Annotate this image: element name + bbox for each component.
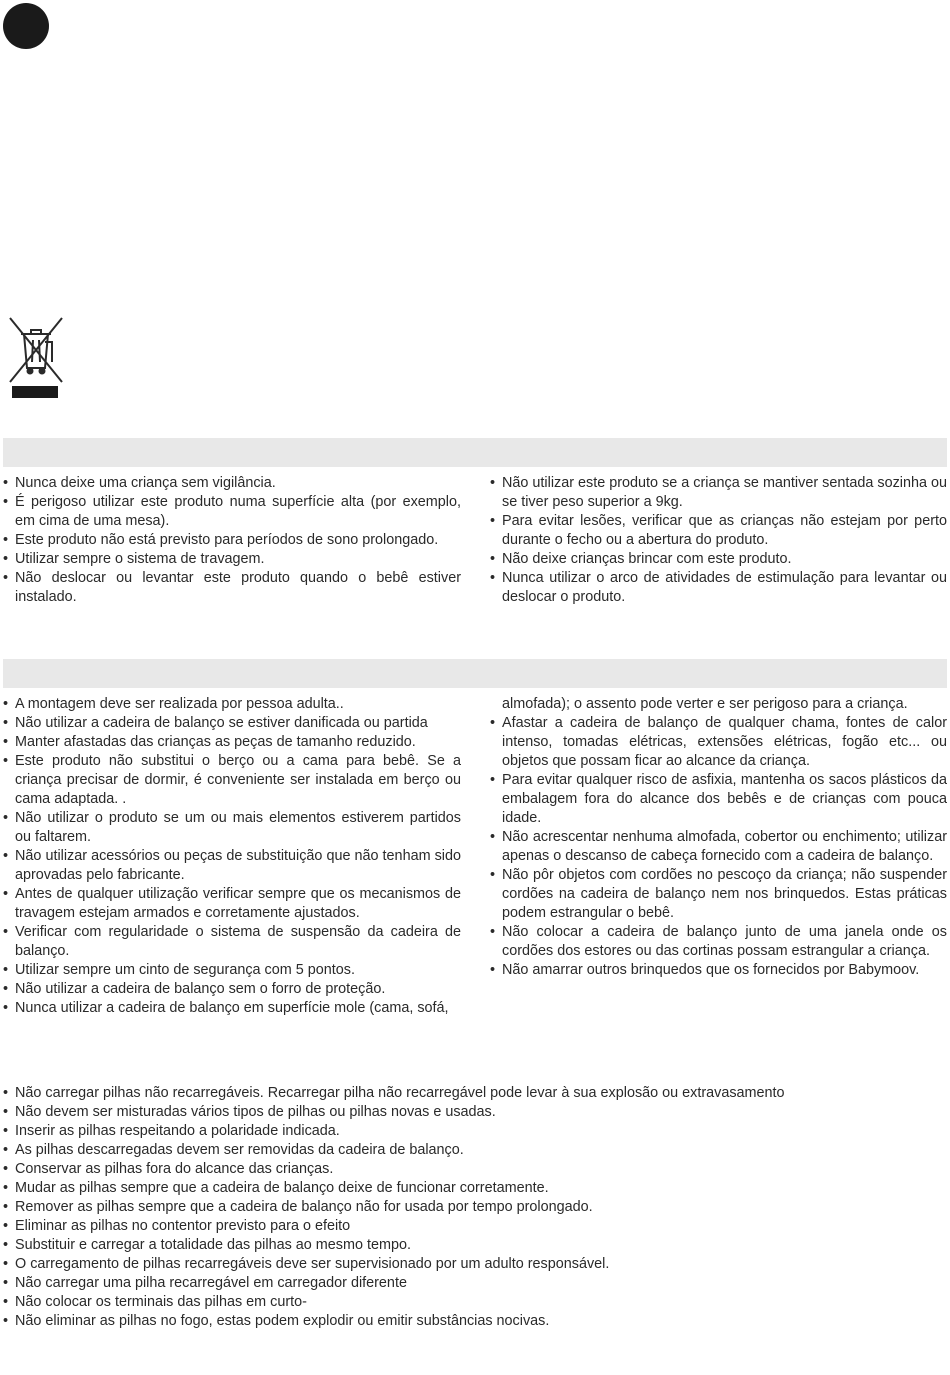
list-item: • Não colocar a cadeira de balanço junto de uma janela onde os cordões dos estores ou das cortinas possam estrangular a criança. xyxy=(490,923,947,961)
list-item: • Não deixe crianças brincar com este produto. xyxy=(490,550,947,569)
list-item: • Não acrescentar nenhuma almofada, cobertor ou enchimento; utilizar apenas o descanso de cabeça fornecido com a cadeira de balanço. xyxy=(490,828,947,866)
list-item: • Não pôr objetos com cordões no pescoço da criança; não suspender cordões na cadeira de balanço nem nos brinquedos. Estas práticas podem estrangular o bebê. xyxy=(490,866,947,923)
section-header-band-warnings xyxy=(3,438,947,467)
page-number-badge xyxy=(3,3,49,49)
list-item: • Este produto não está previsto para períodos de sono prolongado. xyxy=(3,531,461,550)
list-item: • Não colocar os terminais das pilhas em curto- xyxy=(3,1293,943,1312)
list-item: • Conservar as pilhas fora do alcance das crianças. xyxy=(3,1160,943,1179)
list-item: • Eliminar as pilhas no contentor previsto para o efeito xyxy=(3,1217,943,1236)
list-item: • Utilizar sempre um cinto de segurança com 5 pontos. xyxy=(3,961,461,980)
safety-left-list xyxy=(3,695,461,1018)
list-item: • Não devem ser misturadas vários tipos de pilhas ou pilhas novas e usadas. xyxy=(3,1103,943,1122)
section-header-band-safety xyxy=(3,659,947,688)
battery-warnings-list xyxy=(3,1084,943,1331)
list-item: • Nunca utilizar o arco de atividades de estimulação para levantar ou deslocar o produto. xyxy=(490,569,947,607)
list-item: • Substituir e carregar a totalidade das pilhas ao mesmo tempo. xyxy=(3,1236,943,1255)
list-item: • Inserir as pilhas respeitando a polaridade indicada. xyxy=(3,1122,943,1141)
list-item: • Não deslocar ou levantar este produto quando o bebê estiver instalado. xyxy=(3,569,461,607)
list-item: • Manter afastadas das crianças as peças de tamanho reduzido. xyxy=(3,733,461,752)
list-item: • Mudar as pilhas sempre que a cadeira de balanço deixe de funcionar corretamente. xyxy=(3,1179,943,1198)
list-item: • Não amarrar outros brinquedos que os fornecidos por Babymoov. xyxy=(490,961,947,980)
list-item: • Não carregar pilhas não recarregáveis. Recarregar pilha não recarregável pode levar à sua explosão ou extravasamento xyxy=(3,1084,943,1103)
list-item: • Não utilizar a cadeira de balanço sem o forro de proteção. xyxy=(3,980,461,999)
list-item: • Utilizar sempre o sistema de travagem. xyxy=(3,550,461,569)
list-item: • Remover as pilhas sempre que a cadeira de balanço não for usada por tempo prolongado. xyxy=(3,1198,943,1217)
list-item: • Não eliminar as pilhas no fogo, estas podem explodir ou emitir substâncias nocivas. xyxy=(3,1312,943,1331)
list-item: • Afastar a cadeira de balanço de qualquer chama, fontes de calor intenso, tomadas elétricas, extensões elétricas, fogão etc... ou objetos que possam ficar ao alcance da criança. xyxy=(490,714,947,771)
list-item: • Não utilizar a cadeira de balanço se estiver danificada ou partida xyxy=(3,714,461,733)
list-item: • Não carregar uma pilha recarregável em carregador diferente xyxy=(3,1274,943,1293)
list-item: • Este produto não substitui o berço ou a cama para bebê. Se a criança precisar de dormir, é conveniente ser instalada em berço ou cama adaptada. . xyxy=(3,752,461,809)
list-item: • Não utilizar o produto se um ou mais elementos estiverem partidos ou faltarem. xyxy=(3,809,461,847)
list-item-continuation: almofada); o assento pode verter e ser perigoso para a criança. xyxy=(502,696,908,712)
list-item: • Antes de qualquer utilização verificar sempre que os mecanismos de travagem estejam armados e corretamente ajustados. xyxy=(3,885,461,923)
crossed-out-wheelie-bin-icon xyxy=(8,316,64,400)
list-item: • Nunca deixe uma criança sem vigilância. xyxy=(3,474,461,493)
list-item: • Para evitar qualquer risco de asfixia, mantenha os sacos plásticos da embalagem fora do alcance dos bebês e de crianças com pouca idade. xyxy=(490,771,947,828)
list-item: • Não utilizar este produto se a criança se mantiver sentada sozinha ou se tiver peso superior a 9kg. xyxy=(490,474,947,512)
list-item: • Para evitar lesões, verificar que as crianças não estejam por perto durante o fecho ou a abertura do produto. xyxy=(490,512,947,550)
list-item: • É perigoso utilizar este produto numa superfície alta (por exemplo, em cima de uma mesa). xyxy=(3,493,461,531)
list-item: • Nunca utilizar a cadeira de balanço em superfície mole (cama, sofá, xyxy=(3,999,461,1018)
warnings-right-list xyxy=(490,474,947,607)
safety-right-list xyxy=(490,695,947,980)
list-item: • Verificar com regularidade o sistema de suspensão da cadeira de balanço. xyxy=(3,923,461,961)
warnings-left-list xyxy=(3,474,461,607)
list-item: • As pilhas descarregadas devem ser removidas da cadeira de balanço. xyxy=(3,1141,943,1160)
list-item: • Não utilizar acessórios ou peças de substituição que não tenham sido aprovadas pelo fabricante. xyxy=(3,847,461,885)
list-item: • A montagem deve ser realizada por pessoa adulta.. xyxy=(3,695,461,714)
list-item: • O carregamento de pilhas recarregáveis deve ser supervisionado por um adulto responsável. xyxy=(3,1255,943,1274)
